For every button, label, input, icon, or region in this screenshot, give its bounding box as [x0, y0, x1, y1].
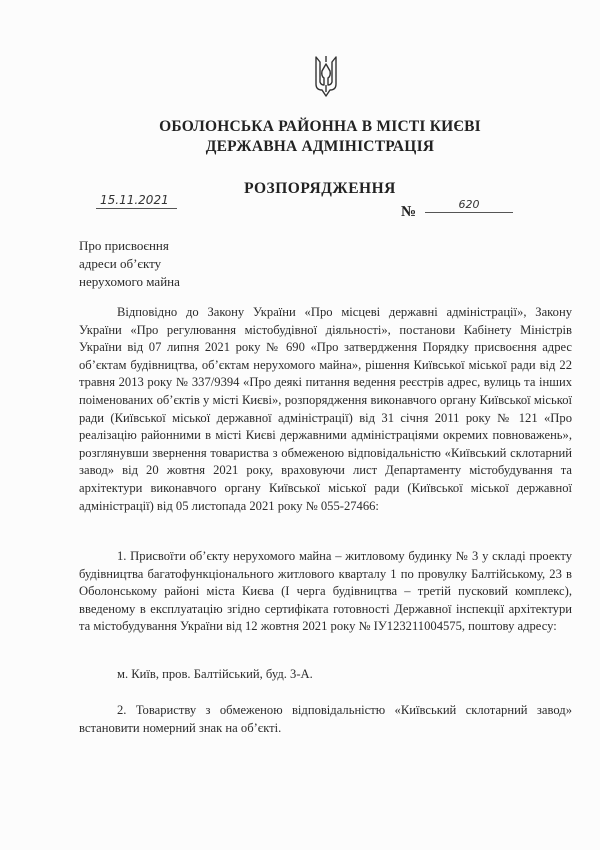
postal-address: м. Київ, пров. Балтійський, буд. 3-А.: [117, 667, 313, 681]
document-number-label: №: [401, 204, 417, 220]
subject-line: адреси об’єкту: [79, 256, 162, 271]
document-title: РОЗПОРЯДЖЕННЯ: [244, 180, 396, 197]
document-number-value: 620: [425, 198, 513, 213]
ukraine-trident-icon: [312, 54, 340, 98]
document-date: 15.11.2021: [96, 193, 177, 209]
preamble-paragraph: Відповідно до Закону України «Про місцеві державні адміністрації», Закону України «Про регулювання містобудівної діяльності», постанови Кабінету Міністрів України від 07 липня 2021 року № 690 «Про затвердження Порядку присвоєння адрес об’єктам будівництва, об’єктам нерухомого майна», рішення Київської міської ради від 22 травня 2013 року № 337/9394 «Про деякі питання ведення реєстрів адрес, вулиць та інших поіменованих об’єктів у місті Києві», розпорядження виконавчого органу Київської міської ради (Київської міської державної адміністрації) від 31 січня 2011 року № 121 «Про реалізацію районними в місті Києві державними адміністраціями окремих повноважень», розглянувши звернення товариства з обмеженою відповідальністю «Київський склотарний завод» від 20 жовтня 2021 року, враховуючи лист Департаменту містобудування та архітектури виконавчого органу Київської міської ради (Київської міської державної адміністрації) від 05 листопада 2021 року № 055-27466:: [79, 305, 572, 513]
subject-line: нерухомого майна: [79, 274, 180, 289]
organization-name-line2: ДЕРЖАВНА АДМІНІСТРАЦІЯ: [205, 138, 435, 155]
organization-name-line1: ОБОЛОНСЬКА РАЙОННА В МІСТІ КИЄВІ: [159, 118, 481, 135]
document-subject: [79, 237, 180, 291]
subject-line: Про присвоєння: [79, 238, 169, 253]
order-item-2: 2. Товариству з обмеженою відповідальністю «Київський склотарний завод» встановити номерний знак на об’єкті.: [79, 703, 572, 735]
order-item-1: 1. Присвоїти об’єкту нерухомого майна – житловому будинку № 3 у складі проекту будівництва багатофункціонального житлового кварталу 1 по провулку Балтійському, 23 в Оболонському районі міста Києва (І черга будівництва – третій пусковий комплекс), введеному в експлуатацію згідно сертифіката готовності Державної інспекції архітектури та містобудування України від 12 жовтня 2021 року № ІУ123211004575, поштову адресу:: [79, 549, 572, 634]
